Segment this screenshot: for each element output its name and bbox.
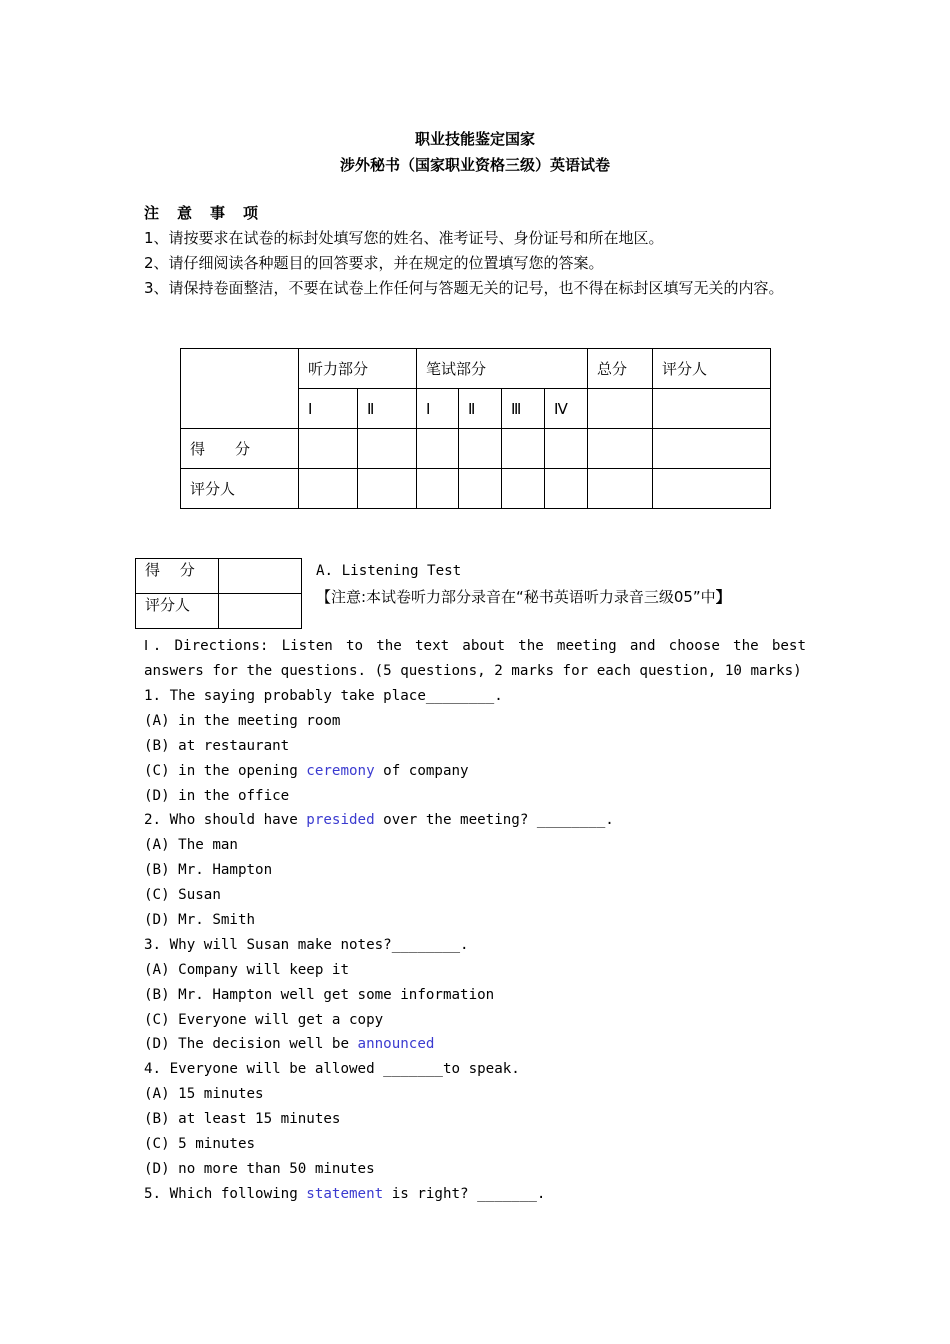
notice-heading: 注意事项	[144, 204, 277, 222]
grader-header: 评分人	[653, 349, 771, 389]
question-3-option-d: (D) The decision well be announced	[144, 1036, 435, 1052]
notice-item-1: 1、请按要求在试卷的标封处填写您的姓名、准考证号、身份证号和所在地区。	[144, 229, 664, 247]
notice-item-3: 3、请保持卷面整洁，不要在试卷上作任何与答题无关的记号，也不得在标封区填写无关的内容。	[144, 279, 784, 297]
exam-title: 涉外秘书（国家职业资格三级）英语试卷	[339, 156, 610, 174]
score-table-corner	[181, 349, 299, 429]
section-score-label: 得 分	[136, 559, 219, 594]
question-4-stem: 4. Everyone will be allowed _______to speak.	[144, 1061, 520, 1077]
highlighted-word: presided	[306, 812, 375, 828]
score-table	[180, 348, 771, 509]
question-3-option-c: (C) Everyone will get a copy	[144, 1012, 384, 1028]
highlighted-word: statement	[306, 1186, 384, 1202]
question-4-option-b: (B) at least 15 minutes	[144, 1111, 341, 1127]
written-col-1: Ⅰ	[417, 389, 459, 429]
question-3-stem: 3. Why will Susan make notes?________.	[144, 937, 469, 953]
listening-header: 听力部分	[299, 349, 417, 389]
grader-cell	[653, 389, 771, 429]
section-grader-label: 评分人	[136, 594, 219, 629]
listening-col-1: Ⅰ	[299, 389, 358, 429]
audio-note: 【注意:本试卷听力部分录音在“秘书英语听力录音三级05”中】	[316, 588, 731, 606]
question-1-option-b: (B) at restaurant	[144, 738, 290, 754]
written-col-3: Ⅲ	[502, 389, 545, 429]
listening-col-2: Ⅱ	[358, 389, 417, 429]
question-1-option-d: (D) in the office	[144, 788, 290, 804]
directions-line-2: answers for the questions. (5 questions, 2 marks for each question, 10 marks)	[144, 663, 802, 679]
written-col-4: Ⅳ	[545, 389, 588, 429]
section-score-box	[135, 558, 302, 629]
section-title: A. Listening Test	[316, 563, 462, 579]
question-1-option-c: (C) in the opening ceremony of company	[144, 763, 469, 779]
grader-row	[181, 469, 771, 509]
question-2-option-a: (A) The man	[144, 837, 238, 853]
question-2-option-b: (B) Mr. Hampton	[144, 862, 273, 878]
score-row-label: 得 分	[181, 429, 299, 469]
question-3-option-b: (B) Mr. Hampton well get some information	[144, 987, 495, 1003]
question-1-stem: 1. The saying probably take place________.	[144, 688, 503, 704]
question-2-option-c: (C) Susan	[144, 887, 221, 903]
question-3-option-a: (A) Company will keep it	[144, 962, 349, 978]
highlighted-word: ceremony	[306, 763, 375, 779]
question-4-option-c: (C) 5 minutes	[144, 1136, 256, 1152]
notice-item-2: 2、请仔细阅读各种题目的回答要求，并在规定的位置填写您的答案。	[144, 254, 604, 272]
question-5-stem: 5. Which following statement is right? _______.	[144, 1186, 546, 1202]
question-2-option-d: (D) Mr. Smith	[144, 912, 256, 928]
highlighted-word: announced	[357, 1036, 435, 1052]
exam-authority-title: 职业技能鉴定国家	[414, 130, 535, 148]
directions-line-1: Ⅰ. Directions: Listen to the text about the meeting and choose the best	[144, 638, 806, 654]
question-4-option-a: (A) 15 minutes	[144, 1086, 264, 1102]
question-2-stem: 2. Who should have presided over the meeting? ________.	[144, 812, 614, 828]
written-header: 笔试部分	[417, 349, 588, 389]
total-header: 总分	[588, 349, 653, 389]
written-col-2: Ⅱ	[459, 389, 502, 429]
question-4-option-d: (D) no more than 50 minutes	[144, 1161, 375, 1177]
score-row	[181, 429, 771, 469]
question-1-option-a: (A) in the meeting room	[144, 713, 341, 729]
total-cell	[588, 389, 653, 429]
grader-row-label: 评分人	[181, 469, 299, 509]
